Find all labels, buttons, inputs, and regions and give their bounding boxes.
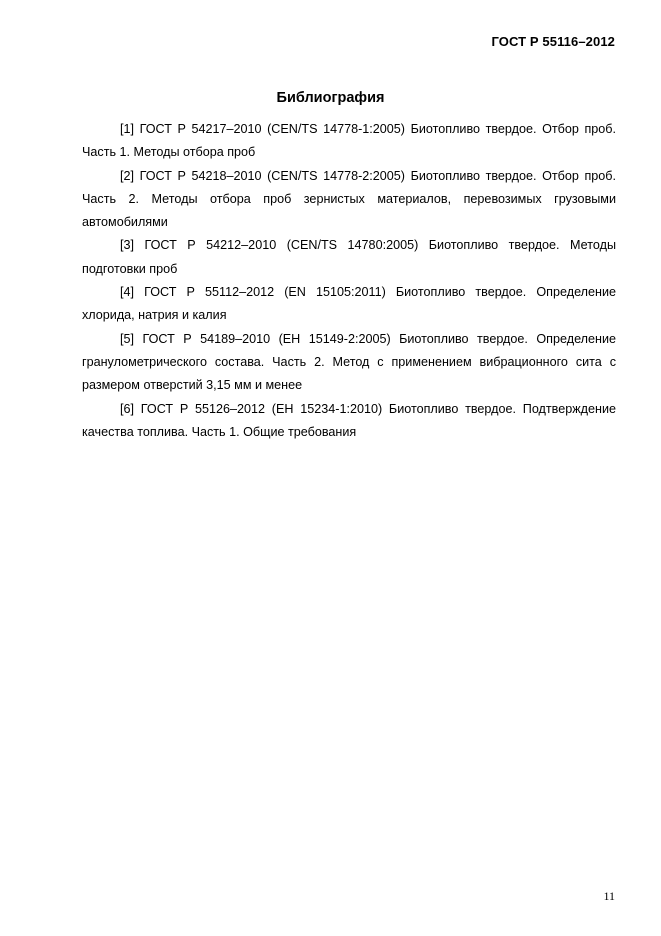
document-id-header: ГОСТ Р 55116–2012 — [491, 34, 615, 49]
bibliography-entry-4 — [82, 281, 616, 328]
entry-text: ГОСТ Р 54212–2010 (CEN/TS 14780:2005) Биотопливо твердое. Методы подготовки проб — [82, 238, 617, 276]
entry-ref: [3] — [120, 238, 135, 253]
entry-text: ГОСТ Р 55126–2012 (ЕН 15234-1:2010) Биотопливо твердое. Подтверждение качества топлива. Часть 1. Общие требования — [82, 401, 616, 439]
page-number: 11 — [603, 889, 615, 903]
bibliography-list — [82, 118, 616, 444]
entry-ref: [2] — [120, 168, 135, 183]
entry-ref: [1] — [120, 122, 135, 136]
bibliography-entry-3 — [82, 234, 616, 281]
entry-text: ГОСТ Р 54217–2010 (CEN/TS 14778-1:2005) Биотопливо твердое. Отбор проб. Часть 1. Методы отбора проб — [82, 122, 616, 160]
entry-text: ГОСТ Р 54218–2010 (CEN/TS 14778-2:2005) Биотопливо твердое. Отбор проб. Часть 2. Методы отбора проб зернистых материалов, перевозимых грузовыми автомобилями — [82, 168, 616, 230]
bibliography-entry-6 — [82, 398, 616, 445]
page-title: Библиография — [276, 90, 385, 106]
entry-text: ГОСТ Р 54189–2010 (ЕН 15149-2:2005) Биотопливо твердое. Определение гранулометрического состава. Часть 2. Метод с применением вибрационного сита с размером отверстий 3,15 мм и менее — [82, 331, 616, 393]
entry-ref: [5] — [120, 331, 135, 346]
entry-ref: [6] — [120, 401, 135, 416]
bibliography-entry-2 — [82, 165, 616, 235]
bibliography-entry-5 — [82, 328, 616, 398]
entry-text: ГОСТ Р 55112–2012 (EN 15105:2011) Биотопливо твердое. Определение хлорида, натрия и калия — [82, 285, 616, 323]
bibliography-entry-1 — [82, 118, 616, 165]
entry-ref: [4] — [120, 285, 135, 300]
